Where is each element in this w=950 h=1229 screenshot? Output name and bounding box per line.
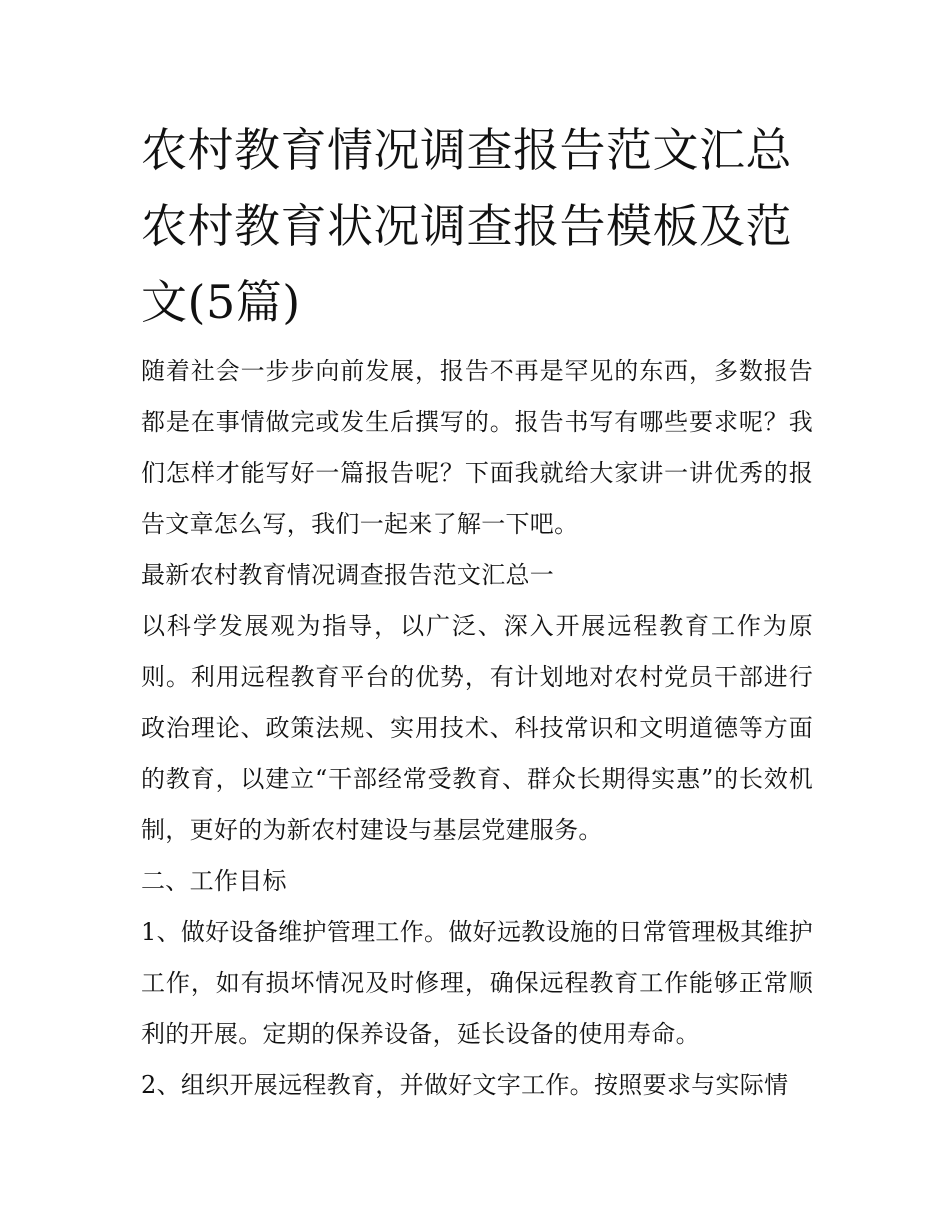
- list-item: 2、组织开展远程教育，并做好文字工作。按照要求与实际情: [141, 1071, 789, 1099]
- body-paragraph: 以科学发展观为指导，以广泛、深入开展远程教育工作为原则。利用远程教育平台的优势，有计划地对农村党员干部进行政治理论、政策法规、实用技术、科技常识和文明道德等方面的教育，以建立“干部经常受教育、群众长期得实惠”的长效机制，更好的为新农村建设与基层党建服务。: [141, 612, 813, 844]
- intro-paragraph: 随着社会一步步向前发展，报告不再是罕见的东西，多数报告都是在事情做完或发生后撰写的。报告书写有哪些要求呢？我们怎样才能写好一篇报告呢？下面我就给大家讲一讲优秀的报告文章怎么写，我们一起来了解一下吧。: [141, 357, 813, 538]
- subsection-heading: 二、工作目标: [141, 867, 287, 895]
- document-title: 农村教育情况调查报告范文汇总 农村教育状况调查报告模板及范文(5篇): [141, 123, 792, 329]
- document-body: [141, 112, 813, 1111]
- section-heading: 最新农村教育情况调查报告范文汇总一: [141, 561, 555, 589]
- list-item: 1、做好设备维护管理工作。做好远教设施的日常管理极其维护工作，如有损坏情况及时修理，确保远程教育工作能够正常顺利的开展。定期的保养设备，延长设备的使用寿命。: [141, 918, 813, 1048]
